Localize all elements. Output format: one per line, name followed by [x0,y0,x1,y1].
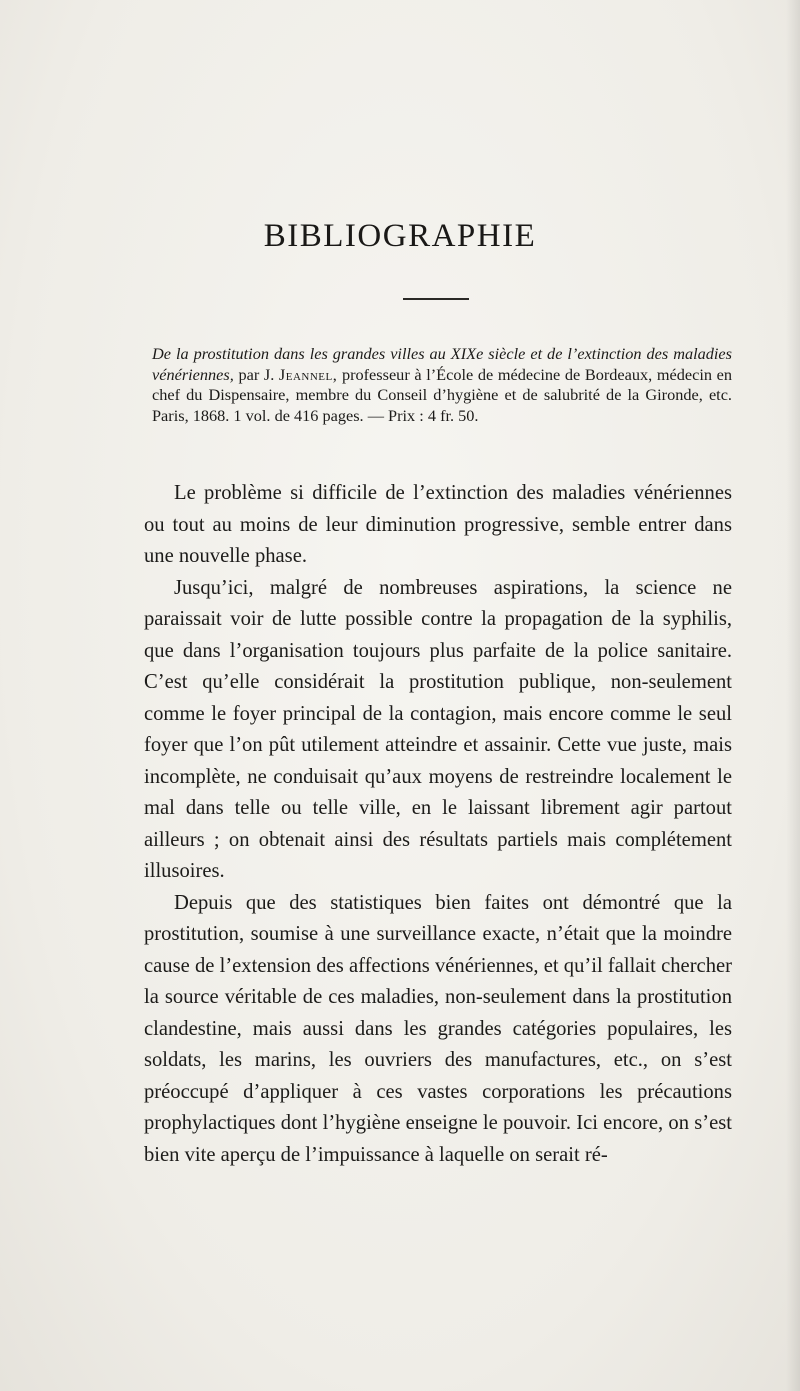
body-text [144,478,732,1171]
reference-author: Jeannel, [278,364,338,384]
paragraph-3: Depuis que des statistiques bien faites ont démontré que la prostitution, soumise à une surveillance exacte, n’était que la moindre cause de l’extension des affections vénériennes, et qu’il fallait chercher la source véritable de ces maladies, non-seulement dans la prostitution clandestine, mais aussi dans les grandes catégories populaires, les soldats, les marins, les ouvriers des manufactures, etc., on s’est préoccupé d’appliquer à ces vastes corporations les précautions prophylactiques dont l’hygiène enseigne le pouvoir. Ici encore, on s’est bien vite aperçu de l’impuissance à laquelle on serait ré- [144,891,732,1166]
reference-details: professeur à l’École de médecine de Bordeaux, médecin en chef du Dispensaire, membre du Conseil d’hygiène et de salubrité de la Gironde, etc. Paris, 1868. 1 vol. de 416 pages. — Prix : 4 fr. 50. [152,364,732,425]
paragraph-1: Le problème si difficile de l’extinction des maladies vénériennes ou tout au moins de leur diminution progressive, semble entrer dans une nouvelle phase. [144,482,732,567]
reference-title: De la prostitution dans les grandes villes au XIXe siècle et de l’extinction des maladies vénériennes, [152,344,732,384]
bibliographic-reference [152,344,732,426]
page-edge-shadow [786,0,800,1391]
paragraph-2: Jusqu’ici, malgré de nombreuses aspirations, la science ne paraissait voir de lutte possible contre la propagation de la syphilis, que dans l’organisation toujours plus parfaite de la police sanitaire. C’est qu’elle considérait la prostitution publique, non-seulement comme le foyer principal de la contagion, mais encore comme le seul foyer que l’on pût utilement atteindre et assainir. Cette vue juste, mais incomplète, ne conduisait qu’aux moyens de restreindre localement le mal dans telle ou telle ville, en le laissant librement agir partout ailleurs ; on obtenait ainsi des résultats partiels mais complétement illusoires. [144,576,732,882]
reference-by: par J. [238,364,275,384]
section-heading: BIBLIOGRAPHIE [263,218,537,254]
heading-rule [403,298,469,300]
